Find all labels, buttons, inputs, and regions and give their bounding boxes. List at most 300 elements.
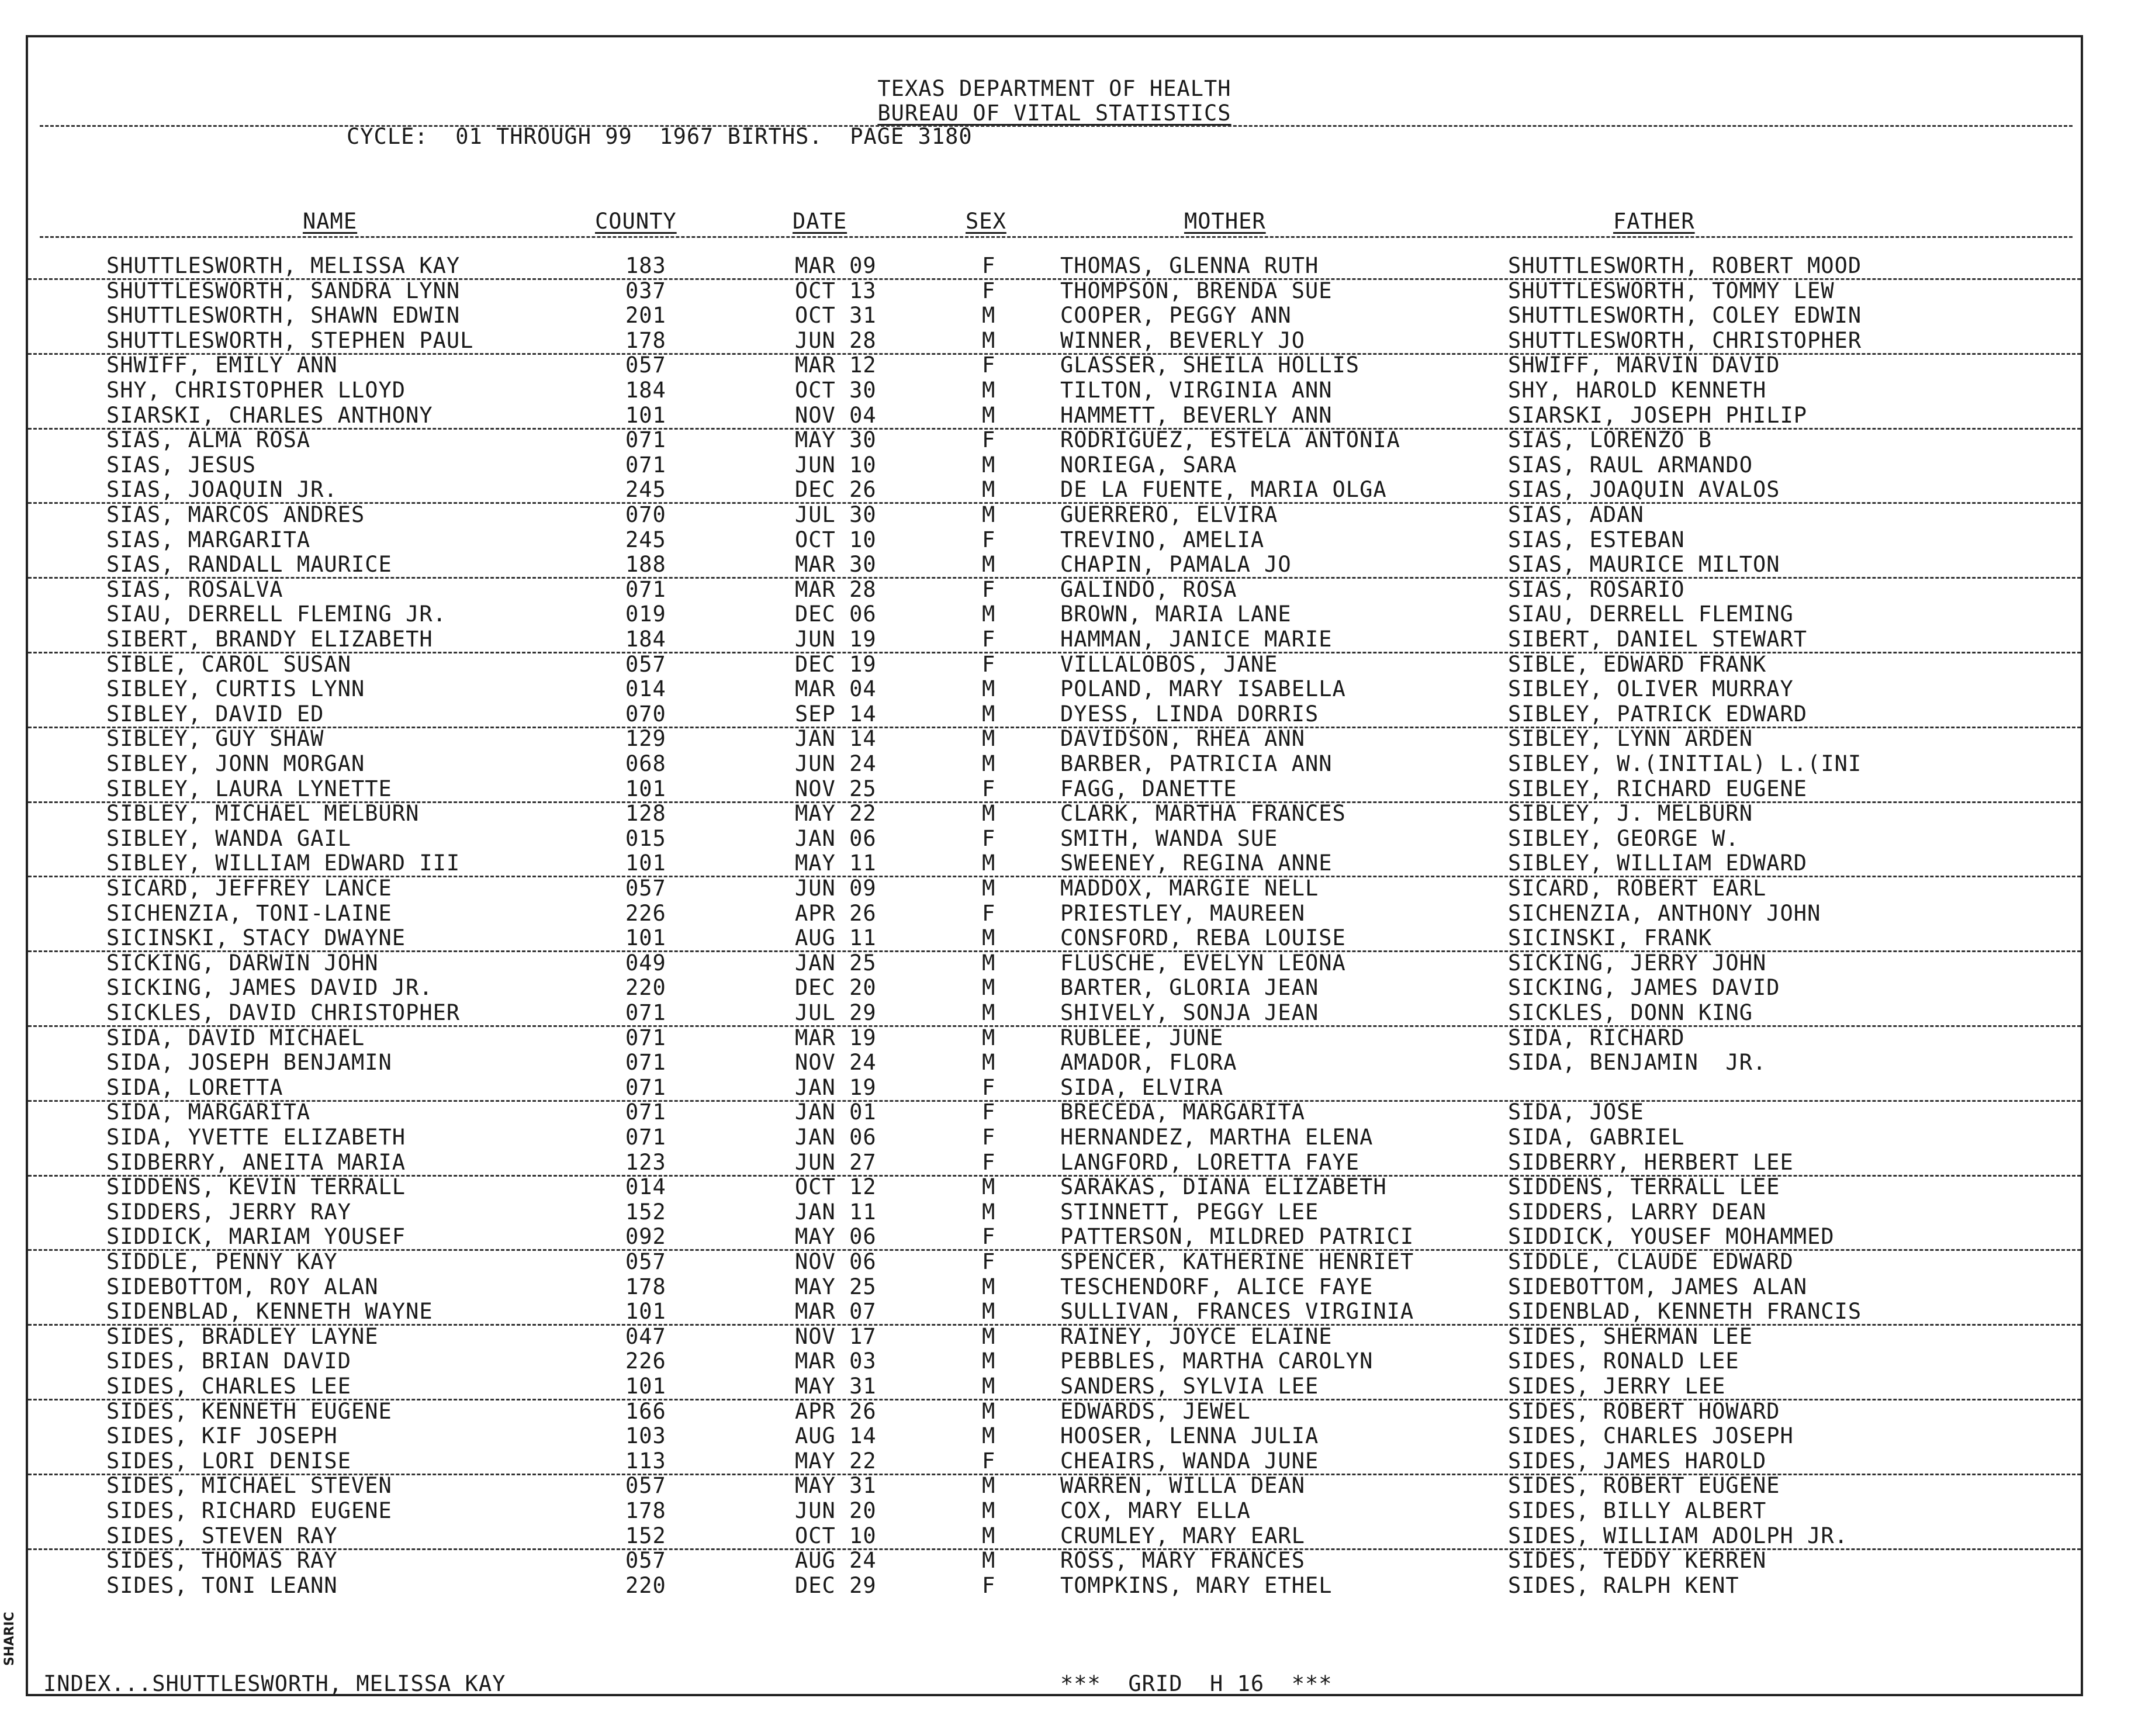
cell-mother: SHIVELY, SONJA JEAN — [1060, 1000, 1319, 1025]
cell-date: OCT 13 — [795, 278, 877, 303]
cell-father: SIAS, JOAQUIN AVALOS — [1508, 477, 1780, 503]
table-row — [28, 727, 2081, 751]
cell-father: SIDA, JOSE — [1508, 1099, 1644, 1125]
cell-date: JUL 30 — [795, 502, 877, 527]
cell-sex: F — [982, 1149, 996, 1175]
table-row — [28, 1524, 2081, 1550]
cell-county: 245 — [625, 477, 666, 503]
cell-date: MAY 11 — [795, 850, 877, 876]
cell-county: 014 — [625, 1174, 666, 1200]
cell-father: SIBLEY, PATRICK EDWARD — [1508, 701, 1808, 727]
cell-sex: M — [982, 751, 996, 776]
cell-county: 103 — [625, 1423, 666, 1449]
cell-county: 226 — [625, 900, 666, 926]
cell-sex: M — [982, 601, 996, 627]
cell-father: SIBERT, DANIEL STEWART — [1508, 627, 1808, 652]
table-row — [28, 528, 2081, 552]
cell-mother: SWEENEY, REGINA ANNE — [1060, 850, 1333, 876]
cell-father: SIDDICK, YOUSEF MOHAMMED — [1508, 1224, 1835, 1250]
cell-county: 178 — [625, 1274, 666, 1299]
cell-county: 226 — [625, 1348, 666, 1374]
cell-sex: M — [982, 1348, 996, 1374]
cell-sex: M — [982, 378, 996, 403]
cell-date: JUN 20 — [795, 1498, 877, 1523]
cell-name: SHUTTLESWORTH, SANDRA LYNN — [106, 278, 461, 303]
cell-county: 123 — [625, 1149, 666, 1175]
table-row — [28, 901, 2081, 926]
table-row — [28, 552, 2081, 579]
cell-mother: RUBLEE, JUNE — [1060, 1025, 1224, 1050]
cell-name: SIDA, YVETTE ELIZABETH — [106, 1125, 406, 1150]
cell-name: SIAS, JESUS — [106, 452, 257, 478]
cell-name: SIDA, MARGARITA — [106, 1099, 311, 1125]
cell-father: SIDES, BILLY ALBERT — [1508, 1498, 1767, 1523]
cell-county: 057 — [625, 1473, 666, 1499]
cell-county: 101 — [625, 1299, 666, 1325]
cell-county: 071 — [625, 1025, 666, 1050]
cell-date: JUN 10 — [795, 452, 877, 478]
cell-name: SIDES, KENNETH EUGENE — [106, 1398, 392, 1424]
cell-sex: M — [982, 327, 996, 353]
cell-mother: HOOSER, LENNA JULIA — [1060, 1423, 1319, 1449]
cell-sex: F — [982, 825, 996, 851]
cell-mother: COOPER, PEGGY ANN — [1060, 303, 1292, 328]
table-row — [28, 926, 2081, 952]
cell-sex: M — [982, 876, 996, 901]
cell-father: SIARSKI, JOSEPH PHILIP — [1508, 402, 1808, 428]
cell-father: SIDA, BENJAMIN JR. — [1508, 1050, 1767, 1076]
cell-mother: WARREN, WILLA DEAN — [1060, 1473, 1305, 1499]
cell-sex: M — [982, 1548, 996, 1574]
cell-sex: F — [982, 527, 996, 552]
cell-sex: F — [982, 900, 996, 926]
cell-name: SIAS, ALMA ROSA — [106, 427, 311, 453]
cell-father: SIBLEY, J. MELBURN — [1508, 801, 1753, 826]
table-row — [28, 951, 2081, 976]
table-row — [28, 1275, 2081, 1299]
table-row — [28, 1349, 2081, 1374]
cell-county: 188 — [625, 552, 666, 577]
index-label: INDEX...SHUTTLESWORTH, MELISSA KAY — [43, 1671, 506, 1696]
cell-father: SHUTTLESWORTH, CHRISTOPHER — [1508, 327, 1862, 353]
cell-sex: M — [982, 676, 996, 702]
cell-sex: F — [982, 1224, 996, 1250]
cell-county: 092 — [625, 1224, 666, 1250]
cell-name: SICINSKI, STACY DWAYNE — [106, 925, 406, 951]
cell-mother: DYESS, LINDA DORRIS — [1060, 701, 1319, 727]
cell-name: SIBLEY, CURTIS LYNN — [106, 676, 365, 702]
cell-father: SIAS, LORENZO B — [1508, 427, 1713, 453]
column-header-divider — [40, 236, 2073, 238]
side-stamp: SHARIC — [2, 1611, 17, 1666]
cell-sex: M — [982, 1299, 996, 1325]
cell-sex: F — [982, 627, 996, 652]
cell-mother: HERNANDEZ, MARTHA ELENA — [1060, 1125, 1374, 1150]
table-row — [28, 1574, 2081, 1598]
table-row — [28, 353, 2081, 378]
cell-sex: M — [982, 975, 996, 1001]
cell-name: SICARD, JEFFREY LANCE — [106, 876, 392, 901]
cell-sex: F — [982, 1074, 996, 1100]
cell-date: JAN 01 — [795, 1099, 877, 1125]
cell-name: SIBLE, CAROL SUSAN — [106, 651, 351, 677]
cell-father: SIAS, RAUL ARMANDO — [1508, 452, 1753, 478]
table-row — [28, 677, 2081, 701]
cell-mother: MADDOX, MARGIE NELL — [1060, 876, 1319, 901]
cell-name: SHUTTLESWORTH, STEPHEN PAUL — [106, 327, 474, 353]
cell-sex: M — [982, 726, 996, 752]
cell-father: SIDES, JAMES HAROLD — [1508, 1448, 1767, 1474]
cell-mother: SMITH, WANDA SUE — [1060, 825, 1278, 851]
cell-name: SIBLEY, MICHAEL MELBURN — [106, 801, 420, 826]
cell-mother: WINNER, BEVERLY JO — [1060, 327, 1305, 353]
cell-father: SHY, HAROLD KENNETH — [1508, 378, 1767, 403]
cell-name: SIDDLE, PENNY KAY — [106, 1249, 338, 1274]
cell-father: SIDES, WILLIAM ADOLPH JR. — [1508, 1523, 1848, 1548]
cell-name: SIBLEY, WILLIAM EDWARD III — [106, 850, 461, 876]
cell-date: APR 26 — [795, 900, 877, 926]
cell-sex: M — [982, 303, 996, 328]
cell-county: 183 — [625, 253, 666, 278]
cell-name: SIAS, MARGARITA — [106, 527, 311, 552]
cell-father: SIBLEY, LYNN ARDEN — [1508, 726, 1753, 752]
cell-date: OCT 10 — [795, 527, 877, 552]
cell-mother: COX, MARY ELLA — [1060, 1498, 1251, 1523]
cell-sex: M — [982, 850, 996, 876]
cell-father: SIDES, ROBERT EUGENE — [1508, 1473, 1780, 1499]
cell-mother: VILLALOBOS, JANE — [1060, 651, 1278, 677]
cell-father: SIDDERS, LARRY DEAN — [1508, 1199, 1767, 1225]
cell-name: SIDES, RICHARD EUGENE — [106, 1498, 392, 1523]
cell-father: SIBLEY, WILLIAM EDWARD — [1508, 850, 1808, 876]
cell-name: SIDA, JOSEPH BENJAMIN — [106, 1050, 392, 1076]
report-subtitle: BUREAU OF VITAL STATISTICS — [877, 101, 1231, 126]
cell-father: SHWIFF, MARVIN DAVID — [1508, 352, 1780, 378]
cell-county: 049 — [625, 950, 666, 976]
cell-county: 057 — [625, 352, 666, 378]
cell-date: DEC 06 — [795, 601, 877, 627]
cell-mother: CHAPIN, PAMALA JO — [1060, 552, 1292, 577]
cell-date: MAR 30 — [795, 552, 877, 577]
cell-sex: F — [982, 651, 996, 677]
cell-mother: LANGFORD, LORETTA FAYE — [1060, 1149, 1360, 1175]
cell-name: SIDES, KIF JOSEPH — [106, 1423, 338, 1449]
cell-father: SIBLEY, GEORGE W. — [1508, 825, 1739, 851]
cell-county: 245 — [625, 527, 666, 552]
cell-name: SIBLEY, DAVID ED — [106, 701, 324, 727]
cell-date: OCT 12 — [795, 1174, 877, 1200]
cell-mother: HAMMETT, BEVERLY ANN — [1060, 402, 1333, 428]
cell-sex: F — [982, 1448, 996, 1474]
cell-sex: M — [982, 502, 996, 527]
cell-name: SIDES, BRIAN DAVID — [106, 1348, 351, 1374]
cell-father: SIDES, JERRY LEE — [1508, 1374, 1726, 1399]
cell-county: 037 — [625, 278, 666, 303]
cell-name: SICKING, DARWIN JOHN — [106, 950, 379, 976]
cell-name: SIBLEY, GUY SHAW — [106, 726, 324, 752]
table-row — [28, 428, 2081, 452]
cell-father: SIBLEY, RICHARD EUGENE — [1508, 776, 1808, 801]
table-row — [28, 403, 2081, 430]
cell-father: SIBLEY, W.(INITIAL) L.(INI — [1508, 751, 1862, 776]
table-row — [28, 1125, 2081, 1150]
table-row — [28, 801, 2081, 826]
cell-date: JUN 27 — [795, 1149, 877, 1175]
cell-mother: PRIESTLEY, MAUREEN — [1060, 900, 1305, 926]
cell-father: SIAS, ESTEBAN — [1508, 527, 1685, 552]
cell-sex: M — [982, 1174, 996, 1200]
cell-mother: TILTON, VIRGINIA ANN — [1060, 378, 1333, 403]
table-row — [28, 254, 2081, 280]
cell-sex: F — [982, 1572, 996, 1598]
cell-county: 071 — [625, 452, 666, 478]
cell-county: 071 — [625, 1074, 666, 1100]
cell-date: MAY 22 — [795, 801, 877, 826]
cell-name: SIBLEY, LAURA LYNETTE — [106, 776, 392, 801]
cell-date: JUN 19 — [795, 627, 877, 652]
cell-date: JUN 24 — [795, 751, 877, 776]
cell-mother: CLARK, MARTHA FRANCES — [1060, 801, 1346, 826]
cell-county: 071 — [625, 1099, 666, 1125]
cell-date: NOV 04 — [795, 402, 877, 428]
cell-county: 019 — [625, 601, 666, 627]
cell-name: SHWIFF, EMILY ANN — [106, 352, 338, 378]
table-row — [28, 1100, 2081, 1125]
cell-father: SIBLEY, OLIVER MURRAY — [1508, 676, 1794, 702]
table-row — [28, 1001, 2081, 1027]
cell-mother: SANDERS, SYLVIA LEE — [1060, 1374, 1319, 1399]
cell-county: 220 — [625, 1572, 666, 1598]
cell-sex: F — [982, 1125, 996, 1150]
cell-mother: DAVIDSON, RHEA ANN — [1060, 726, 1305, 752]
cell-date: JAN 11 — [795, 1199, 877, 1225]
cell-mother: THOMAS, GLENNA RUTH — [1060, 253, 1319, 278]
cell-name: SIDES, MICHAEL STEVEN — [106, 1473, 392, 1499]
cell-sex: F — [982, 352, 996, 378]
cell-mother: GALINDO, ROSA — [1060, 576, 1237, 602]
cell-name: SIAS, RANDALL MAURICE — [106, 552, 392, 577]
cell-mother: EDWARDS, JEWEL — [1060, 1398, 1251, 1424]
cell-county: 014 — [625, 676, 666, 702]
cell-sex: M — [982, 402, 996, 428]
cell-county: 070 — [625, 701, 666, 727]
cell-mother: HAMMAN, JANICE MARIE — [1060, 627, 1333, 652]
cell-name: SIDA, LORETTA — [106, 1074, 283, 1100]
cell-father: SIDENBLAD, KENNETH FRANCIS — [1508, 1299, 1862, 1325]
column-header-name: NAME — [303, 209, 358, 234]
cell-date: AUG 11 — [795, 925, 877, 951]
cell-date: SEP 14 — [795, 701, 877, 727]
cell-name: SIDES, STEVEN RAY — [106, 1523, 338, 1548]
cell-name: SIAS, JOAQUIN JR. — [106, 477, 338, 503]
cell-county: 184 — [625, 627, 666, 652]
column-header-date: DATE — [793, 209, 847, 234]
cell-county: 057 — [625, 1249, 666, 1274]
cell-father: SICKING, JAMES DAVID — [1508, 975, 1780, 1001]
cell-father: SHUTTLESWORTH, ROBERT MOOD — [1508, 253, 1862, 278]
cell-name: SIDES, LORI DENISE — [106, 1448, 351, 1474]
cell-mother: GUERRERO, ELVIRA — [1060, 502, 1278, 527]
cell-county: 057 — [625, 1548, 666, 1574]
cell-name: SIDEBOTTOM, ROY ALAN — [106, 1274, 379, 1299]
cell-name: SIAU, DERRELL FLEMING JR. — [106, 601, 447, 627]
table-row — [28, 826, 2081, 851]
cell-name: SIDA, DAVID MICHAEL — [106, 1025, 365, 1050]
cell-name: SIDES, THOMAS RAY — [106, 1548, 338, 1574]
cell-sex: M — [982, 1423, 996, 1449]
cell-sex: M — [982, 1000, 996, 1025]
cell-name: SIAS, ROSALVA — [106, 576, 283, 602]
cell-father: SIDA, GABRIEL — [1508, 1125, 1685, 1150]
cell-date: AUG 24 — [795, 1548, 877, 1574]
cell-date: JUN 28 — [795, 327, 877, 353]
cell-name: SIDDENS, KEVIN TERRALL — [106, 1174, 406, 1200]
cell-name: SIDES, BRADLEY LAYNE — [106, 1323, 379, 1349]
cell-father: SIDDENS, TERRALL LEE — [1508, 1174, 1780, 1200]
cell-sex: M — [982, 1398, 996, 1424]
table-row — [28, 503, 2081, 527]
cell-county: 128 — [625, 801, 666, 826]
cell-father: SIAS, ADAN — [1508, 502, 1644, 527]
table-row — [28, 1026, 2081, 1050]
cell-sex: M — [982, 950, 996, 976]
table-row — [28, 279, 2081, 303]
cell-sex: M — [982, 1199, 996, 1225]
cell-name: SHUTTLESWORTH, MELISSA KAY — [106, 253, 461, 278]
table-row — [28, 702, 2081, 728]
cell-father: SIDES, TEDDY KERREN — [1508, 1548, 1767, 1574]
table-row — [28, 478, 2081, 504]
cell-mother: SULLIVAN, FRANCES VIRGINIA — [1060, 1299, 1414, 1325]
cell-date: MAY 31 — [795, 1473, 877, 1499]
cell-father: SICHENZIA, ANTHONY JOHN — [1508, 900, 1821, 926]
column-header-father: FATHER — [1613, 209, 1695, 234]
cell-county: 152 — [625, 1199, 666, 1225]
cell-sex: M — [982, 1323, 996, 1349]
cell-date: NOV 06 — [795, 1249, 877, 1274]
cell-father: SIAS, ROSARIO — [1508, 576, 1685, 602]
cell-sex: M — [982, 1374, 996, 1399]
report-frame — [26, 35, 2083, 1696]
table-row — [28, 602, 2081, 627]
cell-date: JUN 09 — [795, 876, 877, 901]
cell-date: JAN 19 — [795, 1074, 877, 1100]
cell-mother: POLAND, MARY ISABELLA — [1060, 676, 1346, 702]
cell-date: AUG 14 — [795, 1423, 877, 1449]
cell-mother: NORIEGA, SARA — [1060, 452, 1237, 478]
cell-father: SIDBERRY, HERBERT LEE — [1508, 1149, 1794, 1175]
cell-date: DEC 29 — [795, 1572, 877, 1598]
cell-date: NOV 17 — [795, 1323, 877, 1349]
cell-date: MAY 25 — [795, 1274, 877, 1299]
cell-father: SICKING, JERRY JOHN — [1508, 950, 1767, 976]
table-row — [28, 328, 2081, 355]
cell-date: MAY 30 — [795, 427, 877, 453]
cell-mother: CONSFORD, REBA LOUISE — [1060, 925, 1346, 951]
cell-date: OCT 30 — [795, 378, 877, 403]
cell-date: DEC 19 — [795, 651, 877, 677]
cell-mother: CHEAIRS, WANDA JUNE — [1060, 1448, 1319, 1474]
cell-county: 068 — [625, 751, 666, 776]
cell-mother: SARAKAS, DIANA ELIZABETH — [1060, 1174, 1387, 1200]
cell-mother: BROWN, MARIA LANE — [1060, 601, 1292, 627]
cell-sex: F — [982, 1249, 996, 1274]
cell-father: SIDES, CHARLES JOSEPH — [1508, 1423, 1794, 1449]
cell-father: SIDES, ROBERT HOWARD — [1508, 1398, 1780, 1424]
cell-mother: CRUMLEY, MARY EARL — [1060, 1523, 1305, 1548]
cell-mother: BARTER, GLORIA JEAN — [1060, 975, 1319, 1001]
cell-mother: TOMPKINS, MARY ETHEL — [1060, 1572, 1333, 1598]
cell-county: 166 — [625, 1398, 666, 1424]
cell-father: SIDDLE, CLAUDE EDWARD — [1508, 1249, 1794, 1274]
cell-county: 015 — [625, 825, 666, 851]
cell-name: SIBLEY, JONN MORGAN — [106, 751, 365, 776]
cell-sex: M — [982, 1025, 996, 1050]
cell-father: SHUTTLESWORTH, COLEY EDWIN — [1508, 303, 1862, 328]
cell-date: MAR 07 — [795, 1299, 877, 1325]
cell-date: MAY 31 — [795, 1374, 877, 1399]
table-row — [28, 1424, 2081, 1448]
cell-name: SIDDICK, MARIAM YOUSEF — [106, 1224, 406, 1250]
cell-mother: SIDA, ELVIRA — [1060, 1074, 1224, 1100]
cell-date: DEC 20 — [795, 975, 877, 1001]
cell-father: SICKLES, DONN KING — [1508, 1000, 1753, 1025]
table-row — [28, 1374, 2081, 1400]
cell-sex: M — [982, 477, 996, 503]
report-footer — [43, 1671, 2077, 1697]
cell-father: SIAU, DERRELL FLEMING — [1508, 601, 1794, 627]
cell-date: OCT 10 — [795, 1523, 877, 1548]
cell-date: MAR 04 — [795, 676, 877, 702]
table-row — [28, 453, 2081, 478]
cell-name: SICKING, JAMES DAVID JR. — [106, 975, 433, 1001]
cell-county: 101 — [625, 925, 666, 951]
cell-date: MAY 06 — [795, 1224, 877, 1250]
cell-sex: M — [982, 1050, 996, 1076]
cell-county: 101 — [625, 776, 666, 801]
cell-county: 071 — [625, 1000, 666, 1025]
cell-county: 184 — [625, 378, 666, 403]
column-header-sex: SEX — [966, 209, 1006, 234]
cell-county: 129 — [625, 726, 666, 752]
cell-name: SIAS, MARCOS ANDRES — [106, 502, 365, 527]
table-row — [28, 303, 2081, 328]
cell-date: APR 26 — [795, 1398, 877, 1424]
cell-date: JAN 25 — [795, 950, 877, 976]
cell-county: 101 — [625, 1374, 666, 1399]
cell-county: 070 — [625, 502, 666, 527]
table-row — [28, 1225, 2081, 1251]
table-row — [28, 378, 2081, 403]
cell-sex: M — [982, 1498, 996, 1523]
cell-mother: BARBER, PATRICIA ANN — [1060, 751, 1333, 776]
cell-sex: F — [982, 776, 996, 801]
cell-county: 101 — [625, 402, 666, 428]
cell-county: 071 — [625, 427, 666, 453]
cell-father: SIDA, RICHARD — [1508, 1025, 1685, 1050]
cell-mother: SPENCER, KATHERINE HENRIET — [1060, 1249, 1414, 1274]
cell-date: MAY 22 — [795, 1448, 877, 1474]
cell-father: SIDES, RONALD LEE — [1508, 1348, 1739, 1374]
cell-sex: F — [982, 1099, 996, 1125]
cell-father: SIAS, MAURICE MILTON — [1508, 552, 1780, 577]
cell-date: DEC 26 — [795, 477, 877, 503]
cell-sex: M — [982, 1274, 996, 1299]
table-row — [28, 1150, 2081, 1177]
cell-father: SIDEBOTTOM, JAMES ALAN — [1508, 1274, 1808, 1299]
cell-mother: BRECEDA, MARGARITA — [1060, 1099, 1305, 1125]
cell-mother: GLASSER, SHEILA HOLLIS — [1060, 352, 1360, 378]
